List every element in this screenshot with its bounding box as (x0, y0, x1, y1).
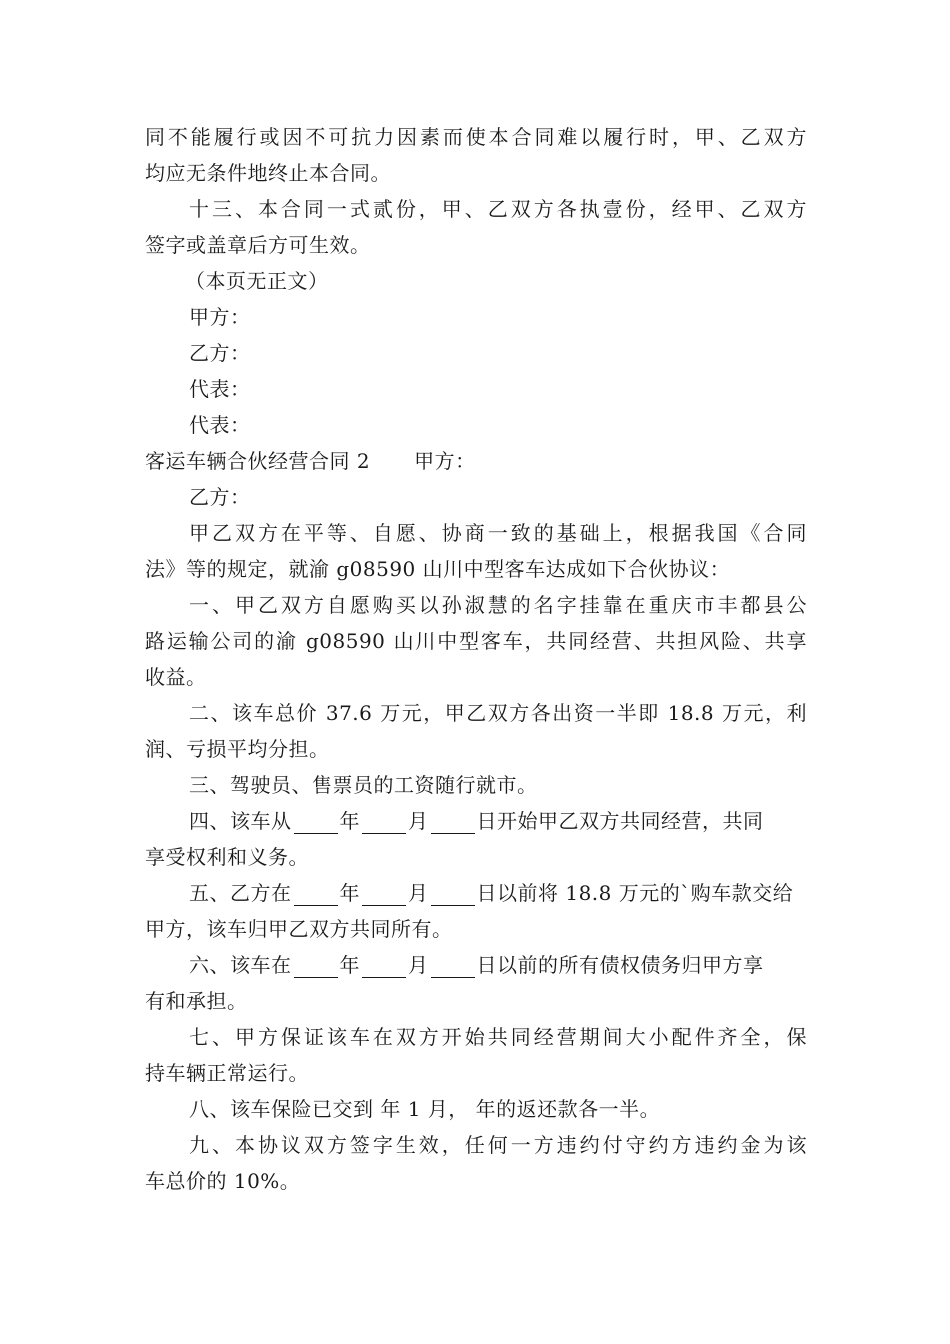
month-blank (362, 809, 406, 834)
party-b-label: 乙方： (189, 485, 251, 509)
clause-5-line (145, 875, 807, 911)
clause-6-line (145, 947, 807, 983)
clause-9-line: 车总价的 10%。 (145, 1169, 301, 1193)
party-b-label: 乙方： (189, 341, 251, 365)
clause-1-line: 一、甲乙双方自愿购买以孙淑慧的名字挂靠在重庆市丰都县公 (189, 593, 807, 617)
year-blank (294, 809, 338, 834)
clause-text: 年 (339, 953, 360, 977)
preamble-line: 法》等的规定，就渝 g08590 山川中型客车达成如下合伙协议： (145, 557, 731, 581)
clause-1-line: 收益。 (145, 665, 207, 689)
clause-2-line: 润、亏损平均分担。 (145, 737, 330, 761)
clause-1-line: 路运输公司的渝 g08590 山川中型客车，共同经营、共担风险、共享 (145, 629, 807, 653)
clause-text: 年 (339, 881, 360, 905)
document-body (145, 119, 807, 1199)
party-a-label: 甲方： (189, 305, 251, 329)
preamble-line: 甲乙双方在平等、自愿、协商一致的基础上，根据我国《合同 (189, 521, 807, 545)
day-blank (431, 809, 475, 834)
clause-5-line: 甲方，该车归甲乙双方共同所有。 (145, 917, 453, 941)
clause-text: 日以前将 18.8 万元的`购车款交给 (476, 881, 794, 905)
paragraph-line: 签字或盖章后方可生效。 (145, 233, 371, 257)
clause-4-line (145, 803, 807, 839)
contract-title-line (145, 443, 807, 479)
clause-text: 月 (408, 953, 429, 977)
month-blank (362, 881, 406, 906)
clause-text: 月 (408, 809, 429, 833)
party-a-label: 甲方： (414, 449, 476, 473)
day-blank (431, 881, 475, 906)
clause-13-line: 十三、本合同一式贰份，甲、乙双方各执壹份，经甲、乙双方 (189, 197, 807, 221)
clause-text: 月 (408, 881, 429, 905)
clause-6-line: 有和承担。 (145, 989, 248, 1013)
day-blank (431, 953, 475, 978)
representative-label: 代表： (189, 413, 251, 437)
clause-2-line: 二、该车总价 37.6 万元，甲乙双方各出资一半即 18.8 万元，利 (189, 701, 807, 725)
year-blank (294, 881, 338, 906)
clause-text: 五、乙方在 (189, 881, 292, 905)
year-blank (294, 953, 338, 978)
clause-9-line: 九、本协议双方签字生效，任何一方违约付守约方违约金为该 (189, 1133, 807, 1157)
clause-text: 六、该车在 (189, 953, 292, 977)
month-blank (362, 953, 406, 978)
clause-7-line: 七、甲方保证该车在双方开始共同经营期间大小配件齐全，保 (189, 1025, 807, 1049)
representative-label: 代表： (189, 377, 251, 401)
clause-text: 日以前的所有债权债务归甲方享 (476, 953, 764, 977)
clause-4-line: 享受权利和义务。 (145, 845, 309, 869)
clause-7-line: 持车辆正常运行。 (145, 1061, 309, 1085)
clause-8-line: 八、该车保险已交到 年 1 月， 年的返还款各一半。 (189, 1097, 661, 1121)
no-body-note: （本页无正文） (185, 269, 329, 293)
paragraph-line: 均应无条件地终止本合同。 (145, 161, 391, 185)
paragraph-line: 同不能履行或因不可抗力因素而使本合同难以履行时，甲、乙双方 (145, 125, 807, 149)
clause-3-line: 三、驾驶员、售票员的工资随行就市。 (189, 773, 538, 797)
clause-text: 年 (339, 809, 360, 833)
clause-text: 四、该车从 (189, 809, 292, 833)
clause-text: 日开始甲乙双方共同经营，共同 (476, 809, 764, 833)
contract-title: 客运车辆合伙经营合同 2 (145, 449, 371, 473)
